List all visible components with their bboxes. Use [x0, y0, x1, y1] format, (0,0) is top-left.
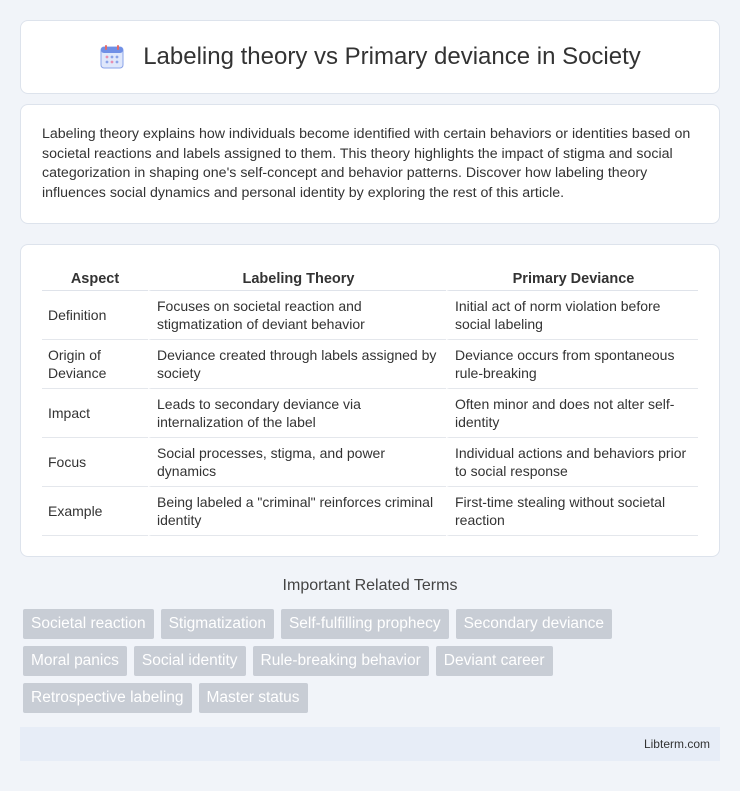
comparison-table	[42, 265, 698, 536]
row-primary-deviance: First-time stealing without societal reaction	[446, 487, 698, 536]
intro-text: Labeling theory explains how individuals become identified with certain behaviors or identities based on societal reactions and labels assigned to them. This theory highlights the impact of stigma and social categorization in shaping one's self-concept and behavior patterns. Discover how labeling theory influences social dynamics and personal identity by exploring the rest of this article.	[42, 126, 691, 201]
row-aspect: Origin of Deviance	[42, 340, 148, 389]
tag-retrospective-labeling[interactable]: Retrospective labeling	[23, 683, 192, 713]
tag-self-fulfilling-prophecy[interactable]: Self-fulfilling prophecy	[281, 609, 449, 639]
row-primary-deviance: Often minor and does not alter self-identity	[446, 389, 698, 438]
header-labeling-theory: Labeling Theory	[148, 265, 446, 291]
page-title: Labeling theory vs Primary deviance in Society	[143, 43, 641, 70]
footer	[20, 727, 720, 761]
calendar-grid-icon	[99, 44, 125, 70]
tag-stigmatization[interactable]: Stigmatization	[161, 609, 274, 639]
comparison-table-card	[20, 244, 720, 557]
tag-master-status[interactable]: Master status	[199, 683, 308, 713]
header-primary-deviance: Primary Deviance	[446, 265, 698, 291]
row-labeling-theory: Being labeled a "criminal" reinforces criminal identity	[148, 487, 446, 536]
row-primary-deviance: Deviance occurs from spontaneous rule-breaking	[446, 340, 698, 389]
tag-deviant-career[interactable]: Deviant career	[436, 646, 553, 676]
table-row	[42, 291, 698, 340]
row-aspect: Impact	[42, 389, 148, 438]
related-terms-title: Important Related Terms	[282, 577, 458, 594]
table-row	[42, 389, 698, 438]
row-aspect: Definition	[42, 291, 148, 340]
header-aspect: Aspect	[42, 265, 148, 291]
tag-rule-breaking-behavior[interactable]: Rule-breaking behavior	[253, 646, 429, 676]
tag-row	[23, 683, 723, 713]
row-primary-deviance: Initial act of norm violation before social labeling	[446, 291, 698, 340]
row-aspect: Focus	[42, 438, 148, 487]
table-row	[42, 438, 698, 487]
table-row	[42, 487, 698, 536]
row-labeling-theory: Deviance created through labels assigned by society	[148, 340, 446, 389]
tag-societal-reaction[interactable]: Societal reaction	[23, 609, 154, 639]
tag-row	[23, 646, 723, 676]
related-terms-list	[23, 609, 723, 720]
tag-secondary-deviance[interactable]: Secondary deviance	[456, 609, 612, 639]
row-primary-deviance: Individual actions and behaviors prior to social response	[446, 438, 698, 487]
header-card	[20, 20, 720, 94]
tag-row	[23, 609, 723, 639]
intro-card	[20, 104, 720, 224]
table-row	[42, 340, 698, 389]
tag-moral-panics[interactable]: Moral panics	[23, 646, 127, 676]
row-labeling-theory: Focuses on societal reaction and stigmatization of deviant behavior	[148, 291, 446, 340]
row-labeling-theory: Social processes, stigma, and power dynamics	[148, 438, 446, 487]
row-aspect: Example	[42, 487, 148, 536]
footer-site-name[interactable]: Libterm.com	[643, 737, 710, 751]
table-header-row	[42, 265, 698, 291]
row-labeling-theory: Leads to secondary deviance via internalization of the label	[148, 389, 446, 438]
title-wrap	[99, 43, 641, 71]
tag-social-identity[interactable]: Social identity	[134, 646, 246, 676]
